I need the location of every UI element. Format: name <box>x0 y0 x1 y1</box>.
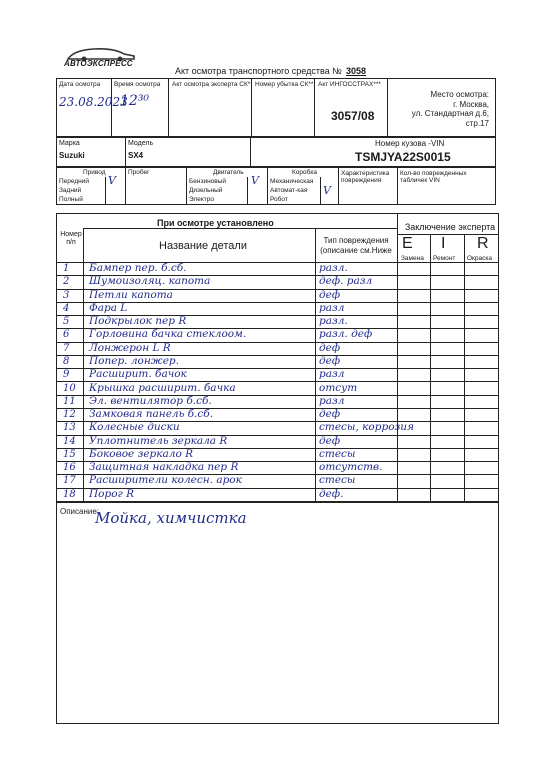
table-row <box>57 369 498 382</box>
row-damage: деф <box>319 434 341 447</box>
engine-diesel: Дизельный <box>189 187 223 194</box>
ingos-label: Акт ИНГОССТРАХ*** <box>318 81 381 88</box>
row-number: 3 <box>63 289 70 301</box>
row-number: 5 <box>63 316 70 328</box>
row-part: Колесные диски <box>89 421 180 434</box>
row-number: 15 <box>63 448 76 460</box>
expert-label: Заключение эксперта <box>404 222 496 232</box>
place-cell <box>388 79 496 137</box>
part-label: Название детали <box>159 240 247 252</box>
row-damage: разл. деф <box>319 328 373 341</box>
table-row <box>57 409 498 422</box>
row-number: 11 <box>63 395 76 407</box>
i-label: I <box>441 235 446 252</box>
table-row <box>57 475 498 488</box>
row-number: 16 <box>63 462 76 474</box>
vin-tables-cell <box>398 168 496 205</box>
row-part: Горловина бачка стеклоом. <box>89 328 247 341</box>
model-label: Модель <box>128 140 154 147</box>
row-damage: отсут <box>319 381 358 394</box>
place-line1: г. Москва, <box>453 99 489 109</box>
table-row <box>57 396 498 409</box>
row-damage: разл <box>319 301 345 314</box>
sk-cell <box>169 79 252 137</box>
damage-char-label: Характеристика повреждения <box>341 170 390 185</box>
drive-rear: Задний <box>59 187 82 194</box>
row-part: Эл. вентилятор б.сб. <box>89 394 212 407</box>
row-part: Уплотнитель зеркала R <box>89 434 228 447</box>
damage-type-label: Тип повреждения (описание см.Ниже <box>320 236 392 255</box>
row-damage: разл. <box>319 262 348 274</box>
num-label: Номер п/п <box>60 231 82 247</box>
row-damage: разл <box>319 394 345 407</box>
row-damage: деф <box>319 288 341 301</box>
row-damage: отсутств. <box>319 461 383 474</box>
row-number: 1 <box>63 263 70 274</box>
time-cell <box>112 79 169 137</box>
table-row <box>57 436 498 449</box>
time-label: Время осмотра <box>114 81 161 88</box>
engine-cell <box>187 168 268 205</box>
table-row <box>57 489 498 502</box>
inspection-table <box>56 213 499 503</box>
gearbox-mark: V <box>323 184 331 197</box>
gearbox-cell <box>268 168 339 205</box>
make-value: Suzuki <box>59 151 85 160</box>
row-damage: стесы <box>319 447 356 460</box>
row-part: Шумоизоляц. капота <box>89 275 211 288</box>
row-part: Порог R <box>89 487 135 500</box>
gearbox-label: Коробка <box>292 169 317 176</box>
table-row <box>57 263 498 276</box>
gearbox-robot: Робот <box>270 196 288 203</box>
repair-label: Ремонт <box>433 255 456 262</box>
drive-front: Передний <box>59 178 90 185</box>
place-label: Место осмотра: <box>430 90 489 99</box>
row-number: 17 <box>63 475 76 487</box>
place-line3: стр.17 <box>465 118 489 128</box>
row-number: 9 <box>63 369 70 381</box>
row-part: Боковое зеркало R <box>89 447 194 460</box>
page-title: Акт осмотра транспортного средства № <box>175 66 342 76</box>
place-line2: ул. Стандартная д.6, <box>411 109 489 119</box>
row-damage: деф <box>319 341 341 354</box>
row-number: 6 <box>63 329 70 341</box>
table-row <box>57 290 498 303</box>
engine-electric: Электро <box>189 196 214 203</box>
table-row <box>57 449 498 462</box>
ingos-cell <box>315 79 388 137</box>
gearbox-auto: Автомат-кая <box>270 187 308 194</box>
row-part: Подкрылок пер R <box>89 315 187 328</box>
specs-table <box>56 167 496 205</box>
ingos-value: 3057/08 <box>331 109 375 123</box>
mileage-label: Пробег <box>128 169 150 176</box>
logo <box>64 46 138 72</box>
row-number: 18 <box>63 488 76 500</box>
row-damage: деф. <box>319 487 344 500</box>
loss-cell <box>252 79 315 137</box>
act-number: 3058 <box>346 66 367 76</box>
date-cell <box>57 79 128 137</box>
row-number: 10 <box>63 382 76 394</box>
vin-label: Номер кузова -VIN <box>375 139 445 148</box>
logo-text: АВТОЭКСПРЕСС <box>64 59 133 68</box>
row-number: 7 <box>63 342 70 354</box>
row-number: 8 <box>63 355 70 367</box>
description-label: Описание: <box>60 507 100 516</box>
model-cell <box>126 138 251 167</box>
make-label: Марка <box>59 140 80 147</box>
row-damage: разл <box>319 368 345 381</box>
row-number: 2 <box>63 276 70 288</box>
row-part: Бампер пер. б.сб. <box>89 262 187 274</box>
engine-petrol: Бензиновый <box>189 178 227 185</box>
row-damage: стесы, коррозия <box>319 421 414 434</box>
row-part: Расширит. бачок <box>89 368 187 381</box>
time-value: 12³⁰ <box>120 93 150 109</box>
replace-label: Замена <box>401 255 424 262</box>
sk-label: Акт осмотра эксперта СК* <box>172 81 251 88</box>
row-part: Лонжерон L R <box>89 341 171 354</box>
table-row <box>57 276 498 289</box>
row-part: Расширители колесн. арок <box>89 474 242 487</box>
row-number: 14 <box>63 435 76 447</box>
row-part: Защитная накладка пер R <box>89 461 239 474</box>
gearbox-manual: Механическая <box>270 178 314 185</box>
table-row <box>57 316 498 329</box>
mileage-cell <box>126 168 187 205</box>
vehicle-table <box>56 137 496 167</box>
damage-char-cell <box>339 168 398 205</box>
table-row <box>57 329 498 342</box>
top-info-table <box>56 78 496 137</box>
date-value: 23.08.2023 <box>59 95 128 109</box>
model-value: SX4 <box>128 151 144 160</box>
engine-label: Двигатель <box>213 169 244 176</box>
date-label: Дата осмотра <box>59 81 101 88</box>
row-number: 13 <box>63 422 76 434</box>
table-row <box>57 303 498 316</box>
row-damage: стесы <box>319 474 356 487</box>
vin-cell <box>251 138 496 167</box>
row-number: 12 <box>63 409 76 421</box>
row-damage: деф. разл <box>319 275 373 288</box>
drive-cell <box>57 168 126 205</box>
row-part: Крышка расширит. бачка <box>89 381 236 394</box>
row-number: 4 <box>63 302 70 314</box>
row-damage: деф <box>319 354 341 367</box>
vin-value: TSMJYA22S0015 <box>355 150 451 164</box>
description-box <box>56 501 499 724</box>
make-cell <box>57 138 126 167</box>
table-row <box>57 356 498 369</box>
vin-tables-label: Кол-во поврежденных табличек VIN <box>400 170 467 185</box>
e-label: E <box>402 235 413 252</box>
table-row <box>57 462 498 475</box>
row-part: Фара L <box>89 301 128 314</box>
drive-label: Привод <box>83 169 106 176</box>
table-row <box>57 422 498 435</box>
table-row <box>57 383 498 396</box>
row-part: Петли капота <box>89 288 173 301</box>
drive-mark: V <box>108 174 116 187</box>
r-label: R <box>477 235 489 252</box>
drive-full: Полный <box>59 196 83 203</box>
row-damage: деф <box>319 408 341 421</box>
row-part: Попер. лонжер. <box>89 354 179 367</box>
established-label: При осмотре установлено <box>157 218 274 228</box>
engine-mark: V <box>251 174 259 187</box>
description-value: Мойка, химчистка <box>95 509 247 527</box>
row-damage: разл. <box>319 315 348 328</box>
table-row <box>57 343 498 356</box>
paint-label: Окраска <box>467 255 492 262</box>
loss-label: Номер убытка СК** <box>255 81 314 88</box>
row-part: Замковая панель б.сб. <box>89 408 214 421</box>
